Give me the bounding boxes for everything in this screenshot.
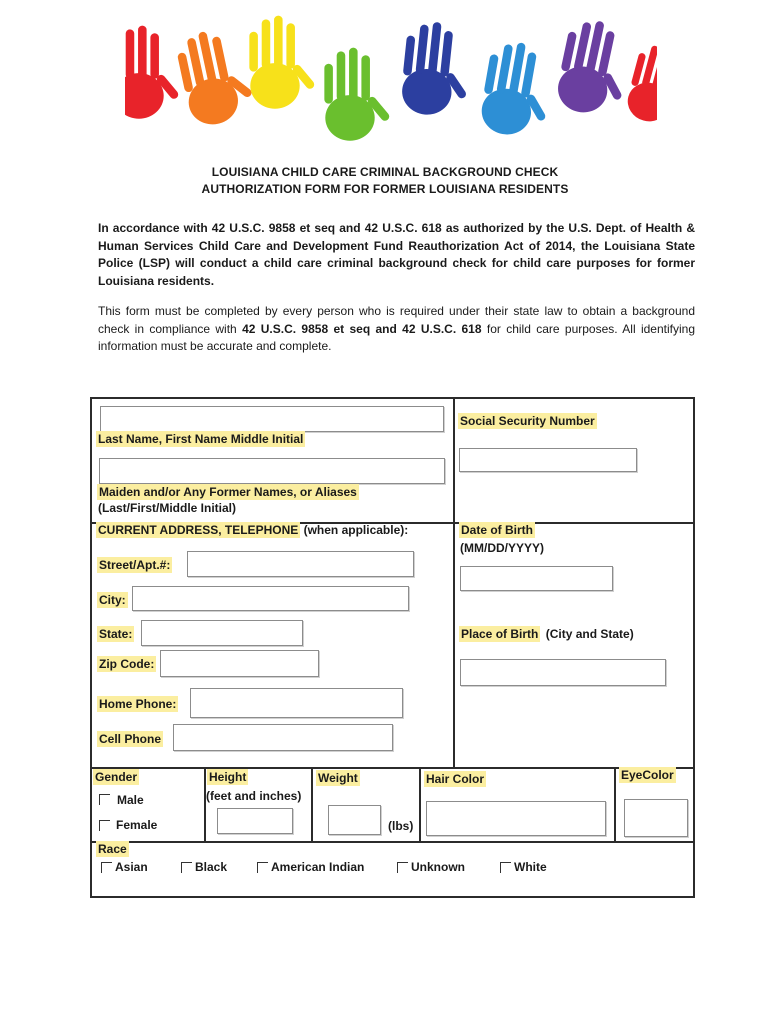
maiden-name-label: Maiden and/or Any Former Names, or Aliases (99, 485, 357, 499)
hand-6-icon (477, 38, 559, 141)
race-black-checkbox[interactable] (181, 862, 192, 873)
intro-paragraph-2: This form must be completed by every person who is required under their state law to obtain a background check in compliance with 42 U.S.C. 9858 et seq and 42 U.S.C. 618 for child care purposes. All identifying information must be accurate and complete. (98, 304, 695, 353)
street-label: Street/Apt.#: (99, 558, 171, 572)
hand-3-icon (249, 16, 316, 109)
ssn-input[interactable] (459, 448, 637, 472)
city-label: City: (99, 593, 126, 607)
pob-label: Place of Birth (City and State) (461, 627, 634, 641)
pob-input[interactable] (460, 659, 666, 686)
race-white-checkbox[interactable] (500, 862, 511, 873)
dob-label: Date of Birth (461, 523, 533, 537)
form-title-line1: LOUISIANA CHILD CARE CRIMINAL BACKGROUND CHECK (211, 165, 559, 179)
cell-phone-label: Cell Phone (99, 732, 162, 746)
ssn-label: Social Security Number (460, 414, 595, 428)
last-name-input[interactable] (100, 406, 444, 432)
hair-color-label: Hair Color (426, 772, 485, 786)
weight-unit: (lbs) (388, 819, 414, 833)
race-label: Race (98, 842, 127, 856)
handprint-banner (125, 5, 657, 145)
gender-male-label: Male (117, 793, 144, 807)
race-american-indian-label: American Indian (271, 860, 365, 874)
height-label: Height (209, 770, 247, 784)
intro-paragraph-1: In accordance with 42 U.S.C. 9858 et seq and 42 U.S.C. 618 as authorized by the U.S. Dept. of Health & Human Services Child Care and Development Fund Reauthorization Act of 2014, the Louisiana State Police (LSP) will conduct a child care criminal background check for child care purposes for former Louisiana residents. (98, 221, 695, 288)
last-name-label: Last Name, First Name Middle Initial (98, 432, 304, 446)
gender-label: Gender (95, 770, 138, 784)
dob-format: (MM/DD/YYYY) (460, 541, 544, 555)
form-title-line2: AUTHORIZATION FORM FOR FORMER LOUISIANA RESIDENTS (201, 182, 569, 196)
home-phone-input[interactable] (190, 688, 403, 718)
race-asian-checkbox[interactable] (101, 862, 112, 873)
hand-1-icon (125, 26, 180, 119)
race-white-label: White (514, 860, 547, 874)
home-phone-label: Home Phone: (99, 697, 177, 711)
hair-color-input[interactable] (426, 801, 606, 836)
gender-female-label: Female (116, 818, 158, 832)
height-unit: (feet and inches) (206, 789, 302, 803)
hand-4-icon (324, 48, 391, 141)
race-unknown-label: Unknown (411, 860, 465, 874)
eye-color-input[interactable] (624, 799, 688, 837)
maiden-name-sublabel: (Last/First/Middle Initial) (98, 501, 237, 515)
address-label: CURRENT ADDRESS, TELEPHONE (when applicable): (98, 523, 409, 537)
weight-label: Weight (318, 771, 358, 785)
dob-input[interactable] (460, 566, 613, 591)
race-black-label: Black (195, 860, 228, 874)
gender-male-checkbox[interactable] (99, 794, 110, 805)
hand-2-icon (174, 24, 259, 129)
cell-phone-input[interactable] (173, 724, 393, 751)
race-asian-label: Asian (115, 860, 148, 874)
race-american-indian-checkbox[interactable] (257, 862, 268, 873)
maiden-name-input[interactable] (99, 458, 445, 484)
eye-color-label: EyeColor (621, 768, 674, 782)
zip-code-input[interactable] (160, 650, 319, 677)
weight-input[interactable] (328, 805, 381, 835)
state-input[interactable] (141, 620, 303, 646)
gender-female-checkbox[interactable] (99, 820, 110, 831)
hand-5-icon (399, 19, 475, 119)
hand-7-icon (553, 15, 638, 120)
hand-8-icon (623, 39, 657, 129)
state-label: State: (99, 627, 133, 641)
street-input[interactable] (187, 551, 414, 577)
height-input[interactable] (217, 808, 293, 834)
zip-code-label: Zip Code: (99, 657, 155, 671)
city-input[interactable] (132, 586, 409, 611)
race-unknown-checkbox[interactable] (397, 862, 408, 873)
